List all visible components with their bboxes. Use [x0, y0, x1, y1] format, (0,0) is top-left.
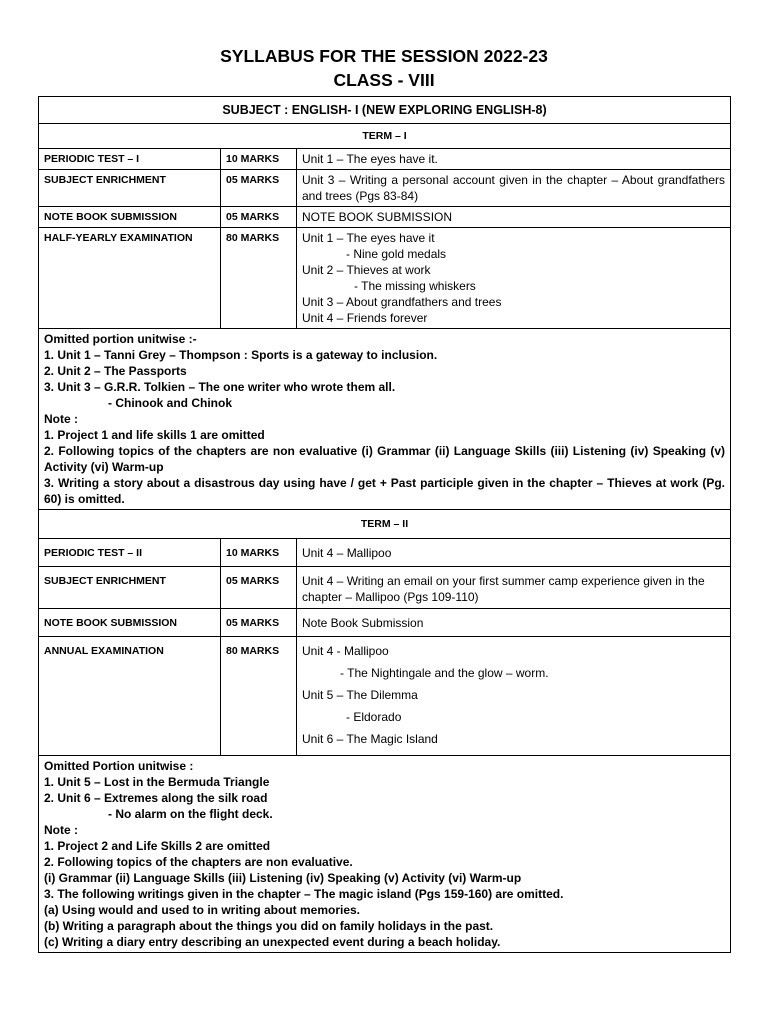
- subject-heading: SUBJECT : ENGLISH- I (NEW EXPLORING ENGLISH-8): [39, 97, 731, 124]
- subject-row: [39, 97, 731, 124]
- row-content: [297, 567, 731, 609]
- term2-heading-row: [39, 510, 731, 539]
- content-line: Unit 4 - Mallipoo: [302, 644, 389, 658]
- row-marks: 10 MARKS: [221, 539, 297, 567]
- term2-heading: TERM – II: [39, 510, 731, 539]
- term2-notes-row: [39, 756, 731, 953]
- content-line: - The Nightingale and the glow – worm.: [340, 666, 549, 680]
- content-line: Unit 1 – The eyes have it.: [302, 152, 438, 166]
- content-line: Unit 6 – The Magic Island: [302, 732, 438, 746]
- term2-notes: [39, 756, 731, 953]
- content-line: - Eldorado: [346, 710, 402, 724]
- row-marks: 10 MARKS: [221, 149, 297, 170]
- table-row: [39, 539, 731, 567]
- row-content: [297, 637, 731, 756]
- table-row: [39, 149, 731, 170]
- note-line: (i) Grammar (ii) Language Skills (iii) Listening (iv) Speaking (v) Activity (vi) Warm-up: [44, 871, 522, 885]
- row-content: [297, 228, 731, 329]
- note-line: 3. The following writings given in the chapter – The magic island (Pgs 159-160) are omitted.: [44, 887, 564, 901]
- row-label: SUBJECT ENRICHMENT: [39, 567, 221, 609]
- row-label: NOTE BOOK SUBMISSION: [39, 609, 221, 637]
- table-row: [39, 567, 731, 609]
- row-marks: 05 MARKS: [221, 609, 297, 637]
- note-line: 1. Project 2 and Life Skills 2 are omitted: [44, 839, 271, 853]
- note-line: 2. Unit 6 – Extremes along the silk road: [44, 791, 268, 805]
- content-line: Unit 1 – The eyes have it: [302, 231, 435, 245]
- row-content: [297, 207, 731, 228]
- content-line: Unit 5 – The Dilemma: [302, 688, 418, 702]
- note-line: Note :: [44, 823, 78, 837]
- table-row: [39, 637, 731, 756]
- row-marks: 80 MARKS: [221, 637, 297, 756]
- row-marks: 05 MARKS: [221, 567, 297, 609]
- note-line: 2. Following topics of the chapters are non evaluative (i) Grammar (ii) Language Skills (iii) Listening (iv) Speaking (v) Activity (vi) Warm-up: [44, 444, 726, 474]
- syllabus-table: [38, 96, 731, 953]
- note-line: (b) Writing a paragraph about the things you did on family holidays in the past.: [44, 919, 494, 933]
- row-label: HALF-YEARLY EXAMINATION: [39, 228, 221, 329]
- note-line: (a) Using would and used to in writing about memories.: [44, 903, 361, 917]
- row-content: [297, 539, 731, 567]
- table-row: [39, 207, 731, 228]
- note-line: - No alarm on the flight deck.: [108, 807, 273, 821]
- row-label: PERIODIC TEST – I: [39, 149, 221, 170]
- note-line: - Chinook and Chinok: [108, 396, 232, 410]
- note-line: (c) Writing a diary entry describing an unexpected event during a beach holiday.: [44, 935, 501, 949]
- term1-notes: [39, 329, 731, 510]
- table-row: [39, 170, 731, 207]
- content-line: Unit 4 – Writing an email on your first summer camp experience given in the chapter – Mallipoo (Pgs 109-110): [302, 574, 705, 604]
- content-line: NOTE BOOK SUBMISSION: [302, 210, 453, 224]
- content-line: Unit 4 – Friends forever: [302, 311, 428, 325]
- row-marks: 80 MARKS: [221, 228, 297, 329]
- note-line: 3. Unit 3 – G.R.R. Tolkien – The one writer who wrote them all.: [44, 380, 396, 394]
- table-row: [39, 228, 731, 329]
- note-line: Note :: [44, 412, 78, 426]
- content-line: - Nine gold medals: [346, 247, 447, 261]
- row-label: NOTE BOOK SUBMISSION: [39, 207, 221, 228]
- note-line: 1. Unit 5 – Lost in the Bermuda Triangle: [44, 775, 270, 789]
- row-marks: 05 MARKS: [221, 170, 297, 207]
- note-line: 2. Unit 2 – The Passports: [44, 364, 187, 378]
- row-content: [297, 609, 731, 637]
- row-content: [297, 170, 731, 207]
- content-line: Unit 4 – Mallipoo: [302, 546, 392, 560]
- content-line: Note Book Submission: [302, 616, 424, 630]
- row-label: PERIODIC TEST – II: [39, 539, 221, 567]
- term1-heading: TERM – I: [39, 124, 731, 149]
- term1-notes-row: [39, 329, 731, 510]
- note-line: 1. Unit 1 – Tanni Grey – Thompson : Sports is a gateway to inclusion.: [44, 348, 438, 362]
- class-title: CLASS - VIII: [333, 70, 435, 90]
- note-line: 1. Project 1 and life skills 1 are omitted: [44, 428, 265, 442]
- note-line: Omitted Portion unitwise :: [44, 759, 194, 773]
- table-row: [39, 609, 731, 637]
- note-line: 3. Writing a story about a disastrous day using have / get + Past participle given in the chapter – Thieves at work (Pg. 60) is omitted.: [44, 476, 726, 506]
- term1-heading-row: [39, 124, 731, 149]
- row-marks: 05 MARKS: [221, 207, 297, 228]
- row-label: SUBJECT ENRICHMENT: [39, 170, 221, 207]
- row-content: [297, 149, 731, 170]
- content-line: - The missing whiskers: [354, 279, 476, 293]
- note-line: Omitted portion unitwise :-: [44, 332, 197, 346]
- content-line: Unit 2 – Thieves at work: [302, 263, 431, 277]
- note-line: 2. Following topics of the chapters are non evaluative.: [44, 855, 353, 869]
- content-line: Unit 3 – Writing a personal account given in the chapter – About grandfathers and trees (Pgs 83-84): [302, 173, 726, 203]
- row-label: ANNUAL EXAMINATION: [39, 637, 221, 756]
- page-title: SYLLABUS FOR THE SESSION 2022-23: [220, 46, 548, 66]
- content-line: Unit 3 – About grandfathers and trees: [302, 295, 502, 309]
